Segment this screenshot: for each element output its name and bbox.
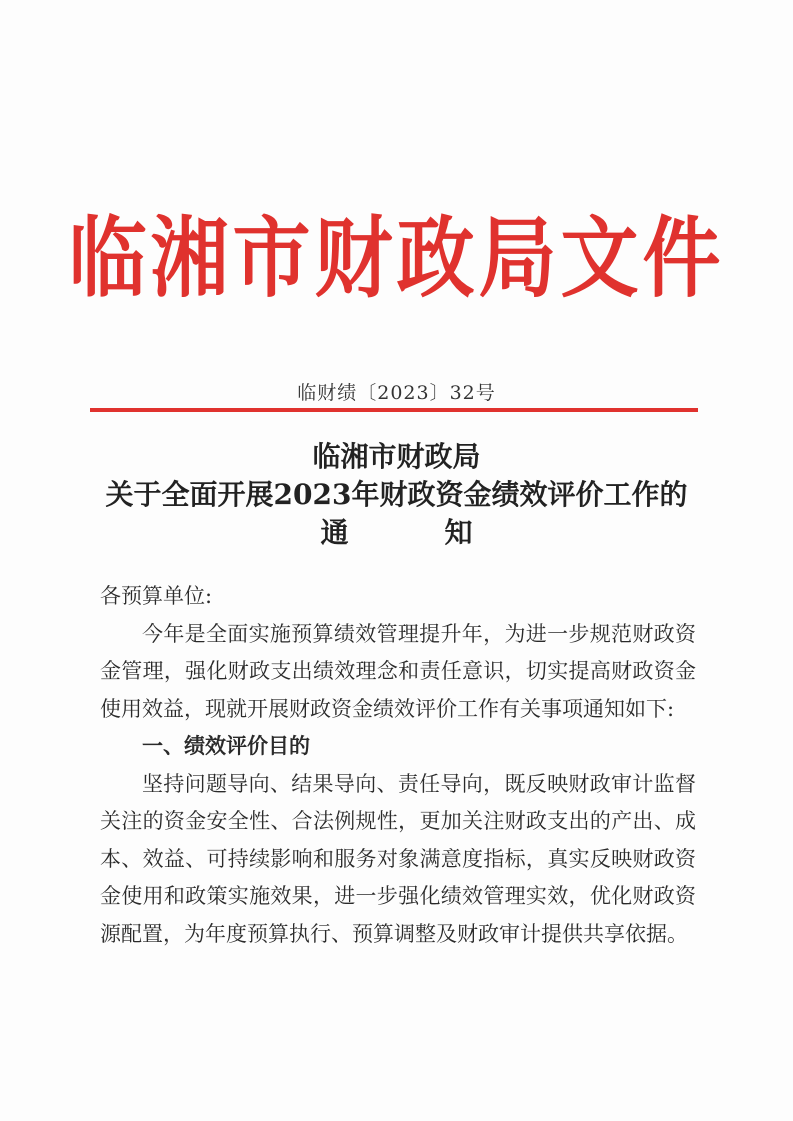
notice-title-line-3: 通知 xyxy=(320,516,569,549)
document-body xyxy=(100,578,696,953)
section-heading-1: 一、绩效评价目的 xyxy=(142,734,310,758)
header-title: 临湘市财政局文件 xyxy=(68,209,725,310)
paragraph-purpose: 坚持问题导向、结果导向、责任导向，既反映财政审计监督关注的资金安全性、合法例规性，更加关注财政支出的产出、成本、效益、可持续影响和服务对象满意度指标，真实反映财政资金使用和政策实施效果，进一步强化绩效管理实效，优化财政资源配置，为年度预算执行、预算调整及财政审计提供共享依据。 xyxy=(100,771,696,946)
document-number: 临财绩〔2023〕32号 xyxy=(297,382,496,404)
notice-title-line-2: 关于全面开展2023年财政资金绩效评价工作的 xyxy=(105,478,688,511)
notice-title xyxy=(0,438,793,552)
salutation: 各预算单位: xyxy=(100,584,213,608)
red-divider-line xyxy=(90,408,698,412)
notice-title-line-1: 临湘市财政局 xyxy=(312,440,481,473)
paragraph-intro: 今年是全面实施预算绩效管理提升年，为进一步规范财政资金管理，强化财政支出绩效理念和责任意识，切实提高财政资金使用效益，现就开展财政资金绩效评价工作有关事项通知如下: xyxy=(100,621,696,721)
